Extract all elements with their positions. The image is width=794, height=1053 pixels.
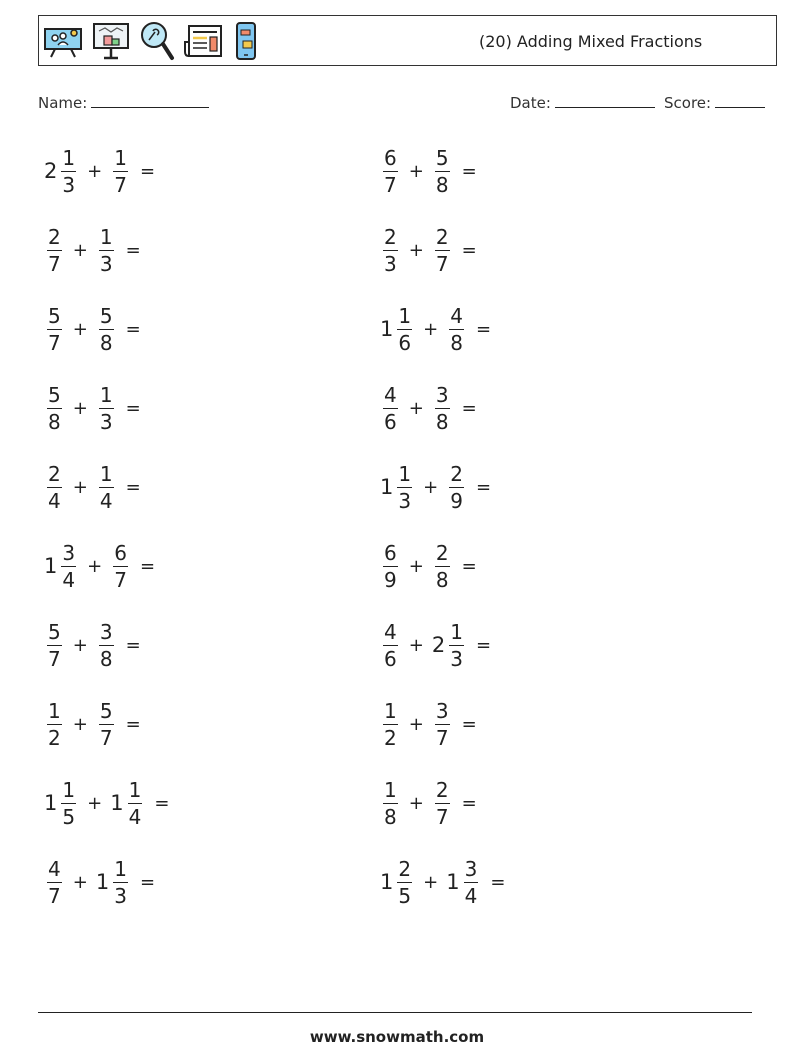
fraction-bar xyxy=(128,803,143,804)
fraction xyxy=(113,858,128,907)
mixed-number xyxy=(44,147,79,196)
fraction-bar xyxy=(397,487,412,488)
fraction xyxy=(383,147,398,196)
mixed-number xyxy=(380,621,401,670)
denominator: 6 xyxy=(398,330,412,355)
fraction-bar xyxy=(61,803,76,804)
mixed-number xyxy=(96,226,117,275)
numerator: 6 xyxy=(384,540,397,565)
fraction-bar xyxy=(435,408,450,409)
plus-sign: + xyxy=(87,160,103,182)
denominator: 8 xyxy=(450,330,463,355)
numerator: 1 xyxy=(398,303,412,328)
magnifier-icon xyxy=(139,20,175,62)
easel-chart-icon xyxy=(91,21,131,61)
whole-part: 1 xyxy=(44,554,58,578)
mixed-number xyxy=(432,384,453,433)
numerator: 5 xyxy=(48,382,61,407)
equals-sign: = xyxy=(125,318,141,340)
whole-part: 2 xyxy=(44,159,58,183)
mixed-number xyxy=(380,858,415,907)
denominator: 8 xyxy=(99,646,113,671)
numerator: 3 xyxy=(435,698,449,723)
plus-sign: + xyxy=(408,713,424,735)
numerator: 5 xyxy=(99,303,113,328)
denominator: 4 xyxy=(128,804,142,829)
equals-sign: = xyxy=(125,397,141,419)
mixed-number xyxy=(380,305,415,354)
numerator: 2 xyxy=(48,461,61,486)
mixed-number xyxy=(96,700,117,749)
mixed-number xyxy=(380,700,401,749)
mixed-number xyxy=(432,147,453,196)
mixed-number xyxy=(380,779,401,828)
fraction xyxy=(47,384,62,433)
mixed-number xyxy=(432,700,453,749)
header-icons xyxy=(43,19,259,63)
mixed-number xyxy=(110,542,131,591)
equals-sign: = xyxy=(125,634,141,656)
numerator: 2 xyxy=(398,856,412,881)
plus-sign: + xyxy=(423,476,439,498)
footer-divider xyxy=(38,1012,752,1013)
equals-sign: = xyxy=(461,555,477,577)
numerator: 1 xyxy=(114,856,127,881)
denominator: 3 xyxy=(99,409,113,434)
date-blank[interactable] xyxy=(555,93,655,108)
fraction xyxy=(61,542,76,591)
equals-sign: = xyxy=(490,871,506,893)
numerator: 1 xyxy=(384,698,397,723)
fraction-bar xyxy=(435,803,450,804)
problem-item xyxy=(380,615,491,675)
equals-sign: = xyxy=(475,318,492,340)
numerator: 1 xyxy=(128,777,142,802)
fraction xyxy=(61,147,76,196)
mixed-number xyxy=(44,226,65,275)
fraction-bar xyxy=(113,171,128,172)
plus-sign: + xyxy=(72,476,88,498)
whole-part: 1 xyxy=(380,870,394,894)
denominator: 7 xyxy=(114,567,127,592)
worksheet-title: (20) Adding Mixed Fractions xyxy=(479,32,703,51)
problem-item xyxy=(380,457,491,517)
plus-sign: + xyxy=(408,160,424,182)
fraction-bar xyxy=(99,487,114,488)
mixed-number xyxy=(380,147,401,196)
fraction-bar xyxy=(383,645,398,646)
equals-sign: = xyxy=(461,713,477,735)
numerator: 4 xyxy=(384,382,397,407)
fraction xyxy=(383,384,398,433)
equals-sign: = xyxy=(461,792,477,814)
mixed-number xyxy=(44,305,65,354)
denominator: 7 xyxy=(99,725,113,750)
numerator: 1 xyxy=(62,145,76,170)
denominator: 8 xyxy=(435,567,449,592)
fraction-bar xyxy=(383,566,398,567)
fraction xyxy=(383,700,398,749)
fraction-bar xyxy=(435,724,450,725)
plus-sign: + xyxy=(72,713,88,735)
fraction xyxy=(383,621,398,670)
mixed-number xyxy=(44,384,65,433)
fraction-bar xyxy=(113,566,128,567)
fraction-bar xyxy=(449,645,464,646)
denominator: 8 xyxy=(435,409,449,434)
plus-sign: + xyxy=(72,318,88,340)
mixed-number xyxy=(432,542,453,591)
mixed-number xyxy=(96,463,117,512)
plus-sign: + xyxy=(408,397,424,419)
numerator: 6 xyxy=(384,145,397,170)
numerator: 2 xyxy=(435,777,449,802)
denominator: 3 xyxy=(62,172,76,197)
problem-item xyxy=(44,457,141,517)
fraction xyxy=(435,147,450,196)
denominator: 9 xyxy=(450,488,463,513)
numerator: 1 xyxy=(398,461,412,486)
mixed-number xyxy=(96,858,131,907)
denominator: 7 xyxy=(435,804,449,829)
fraction xyxy=(397,463,412,512)
mixed-number xyxy=(44,621,65,670)
equals-sign: = xyxy=(139,555,156,577)
problem-item xyxy=(44,141,155,201)
denominator: 7 xyxy=(48,883,61,908)
fraction-bar xyxy=(99,724,114,725)
equals-sign: = xyxy=(154,792,170,814)
plus-sign: + xyxy=(408,239,424,261)
mixed-number xyxy=(380,542,401,591)
fraction xyxy=(449,621,464,670)
fraction xyxy=(47,226,62,275)
fraction xyxy=(113,542,128,591)
fraction-bar xyxy=(113,882,128,883)
fraction-bar xyxy=(61,566,76,567)
fraction-bar xyxy=(383,250,398,251)
fraction xyxy=(464,858,479,907)
mixed-number xyxy=(380,463,415,512)
denominator: 5 xyxy=(398,883,412,908)
mixed-number xyxy=(446,463,467,512)
footer-url: www.snowmath.com xyxy=(309,1028,485,1046)
denominator: 8 xyxy=(435,172,449,197)
whole-part: 1 xyxy=(110,791,124,815)
fraction-bar xyxy=(435,566,450,567)
worksheet-header xyxy=(38,15,777,66)
problem-item xyxy=(44,299,141,359)
denominator: 7 xyxy=(48,330,61,355)
numerator: 6 xyxy=(114,540,127,565)
fraction-bar xyxy=(47,645,62,646)
numerator: 1 xyxy=(99,382,113,407)
name-label: Name: xyxy=(38,94,88,112)
whole-part: 1 xyxy=(95,870,110,894)
denominator: 7 xyxy=(48,646,61,671)
denominator: 3 xyxy=(450,646,463,671)
mixed-number xyxy=(44,700,65,749)
fraction xyxy=(99,463,114,512)
fraction xyxy=(435,226,450,275)
numerator: 4 xyxy=(384,619,397,644)
fraction xyxy=(435,779,450,828)
fraction xyxy=(383,542,398,591)
problem-item xyxy=(380,852,505,912)
problem-item xyxy=(380,536,477,596)
denominator: 8 xyxy=(384,804,397,829)
mixed-number xyxy=(44,779,79,828)
numerator: 1 xyxy=(48,698,61,723)
denominator: 7 xyxy=(48,251,61,276)
mixed-number xyxy=(44,463,65,512)
equals-sign: = xyxy=(461,160,477,182)
denominator: 7 xyxy=(435,251,449,276)
plus-sign: + xyxy=(408,634,424,656)
denominator: 5 xyxy=(62,804,76,829)
fraction-bar xyxy=(397,882,412,883)
numerator: 2 xyxy=(48,224,61,249)
fraction xyxy=(397,858,412,907)
mobile-phone-icon xyxy=(233,21,259,61)
problem-item xyxy=(44,378,141,438)
fraction xyxy=(47,621,62,670)
date-label: Date: xyxy=(510,94,551,112)
date-field[interactable] xyxy=(510,93,655,112)
denominator: 2 xyxy=(48,725,61,750)
plus-sign: + xyxy=(408,792,424,814)
numerator: 5 xyxy=(48,303,61,328)
denominator: 3 xyxy=(398,488,412,513)
whole-part: 2 xyxy=(431,633,446,657)
fraction-bar xyxy=(47,329,62,330)
mixed-number xyxy=(96,384,117,433)
newspaper-icon xyxy=(183,22,225,60)
mixed-number xyxy=(432,226,453,275)
fraction-bar xyxy=(47,408,62,409)
denominator: 6 xyxy=(384,409,397,434)
fraction xyxy=(99,384,114,433)
mixed-number xyxy=(380,384,401,433)
fraction-bar xyxy=(383,408,398,409)
fraction-bar xyxy=(99,250,114,251)
problem-item xyxy=(380,220,477,280)
plus-sign: + xyxy=(72,634,88,656)
denominator: 4 xyxy=(62,567,76,592)
mixed-number xyxy=(44,542,79,591)
fraction-bar xyxy=(61,171,76,172)
equals-sign: = xyxy=(475,476,492,498)
numerator: 3 xyxy=(99,619,113,644)
fraction-bar xyxy=(99,645,114,646)
mixed-number xyxy=(96,305,117,354)
problem-item xyxy=(380,299,491,359)
mixed-number xyxy=(446,305,467,354)
fraction xyxy=(435,384,450,433)
problem-item xyxy=(380,773,477,833)
problem-item xyxy=(44,220,141,280)
numerator: 1 xyxy=(114,145,127,170)
fraction xyxy=(435,542,450,591)
fraction xyxy=(99,226,114,275)
numerator: 5 xyxy=(99,698,113,723)
mixed-number xyxy=(432,621,467,670)
plus-sign: + xyxy=(423,871,439,893)
mixed-number xyxy=(380,226,401,275)
equals-sign: = xyxy=(461,397,477,419)
fraction-bar xyxy=(464,882,479,883)
score-field[interactable] xyxy=(664,93,765,112)
name-field[interactable] xyxy=(38,93,209,112)
fraction-bar xyxy=(435,250,450,251)
numerator: 3 xyxy=(435,382,449,407)
fraction xyxy=(113,147,128,196)
equals-sign: = xyxy=(461,239,477,261)
problem-item xyxy=(44,694,141,754)
denominator: 3 xyxy=(99,251,113,276)
fraction-bar xyxy=(47,487,62,488)
numerator: 3 xyxy=(62,540,76,565)
plus-sign: + xyxy=(423,318,439,340)
mixed-number xyxy=(110,147,131,196)
fraction-bar xyxy=(99,329,114,330)
equals-sign: = xyxy=(125,239,141,261)
denominator: 7 xyxy=(114,172,127,197)
plus-sign: + xyxy=(87,555,103,577)
denominator: 4 xyxy=(99,488,113,513)
fraction xyxy=(47,305,62,354)
fraction xyxy=(61,779,76,828)
fraction xyxy=(99,700,114,749)
fraction-bar xyxy=(435,171,450,172)
problem-item xyxy=(380,141,477,201)
fraction xyxy=(47,858,62,907)
whole-part: 1 xyxy=(44,791,58,815)
numerator: 3 xyxy=(464,856,478,881)
fraction-bar xyxy=(47,724,62,725)
denominator: 4 xyxy=(464,883,478,908)
denominator: 6 xyxy=(384,646,397,671)
problem-item xyxy=(44,773,169,833)
numerator: 4 xyxy=(48,856,61,881)
fraction xyxy=(99,621,114,670)
fraction-bar xyxy=(383,803,398,804)
fraction xyxy=(128,779,143,828)
numerator: 1 xyxy=(450,619,463,644)
equals-sign: = xyxy=(139,871,156,893)
score-label: Score: xyxy=(664,94,712,112)
numerator: 5 xyxy=(435,145,449,170)
fraction-bar xyxy=(383,171,398,172)
equals-sign: = xyxy=(125,476,141,498)
fraction-bar xyxy=(449,329,464,330)
fraction-bar xyxy=(397,329,412,330)
problem-item xyxy=(380,694,477,754)
problem-item xyxy=(44,536,155,596)
plus-sign: + xyxy=(408,555,424,577)
fraction-bar xyxy=(99,408,114,409)
equals-sign: = xyxy=(475,634,492,656)
mixed-number xyxy=(110,779,145,828)
equals-sign: = xyxy=(139,160,156,182)
denominator: 8 xyxy=(48,409,61,434)
denominator: 7 xyxy=(435,725,449,750)
fraction xyxy=(449,463,464,512)
numerator: 2 xyxy=(435,540,449,565)
fraction xyxy=(47,463,62,512)
fraction xyxy=(99,305,114,354)
fraction-bar xyxy=(47,882,62,883)
mixed-number xyxy=(44,858,65,907)
numerator: 5 xyxy=(48,619,61,644)
mixed-number xyxy=(96,621,117,670)
whole-part: 1 xyxy=(380,475,394,499)
numerator: 2 xyxy=(435,224,449,249)
denominator: 8 xyxy=(99,330,113,355)
equals-sign: = xyxy=(125,713,141,735)
plus-sign: + xyxy=(72,239,88,261)
fraction xyxy=(397,305,412,354)
denominator: 9 xyxy=(384,567,397,592)
plus-sign: + xyxy=(87,792,103,814)
numerator: 2 xyxy=(450,461,463,486)
fraction-bar xyxy=(383,724,398,725)
fraction-bar xyxy=(449,487,464,488)
numerator: 1 xyxy=(384,777,397,802)
problem-item xyxy=(44,852,155,912)
plus-sign: + xyxy=(72,871,88,893)
denominator: 3 xyxy=(114,883,127,908)
numerator: 1 xyxy=(99,461,113,486)
name-blank[interactable] xyxy=(91,93,209,108)
fraction xyxy=(383,226,398,275)
fraction xyxy=(449,305,464,354)
denominator: 4 xyxy=(48,488,61,513)
whole-part: 1 xyxy=(380,317,394,341)
numerator: 1 xyxy=(99,224,113,249)
problem-item xyxy=(44,615,141,675)
presentation-board-icon xyxy=(43,23,83,59)
fraction xyxy=(435,700,450,749)
whole-part: 1 xyxy=(446,870,460,894)
mixed-number xyxy=(432,779,453,828)
denominator: 3 xyxy=(384,251,397,276)
numerator: 1 xyxy=(62,777,76,802)
score-blank[interactable] xyxy=(715,93,765,108)
numerator: 4 xyxy=(450,303,463,328)
denominator: 7 xyxy=(384,172,397,197)
fraction xyxy=(47,700,62,749)
problem-item xyxy=(380,378,477,438)
denominator: 2 xyxy=(384,725,397,750)
fraction xyxy=(383,779,398,828)
numerator: 2 xyxy=(384,224,397,249)
mixed-number xyxy=(446,858,481,907)
plus-sign: + xyxy=(72,397,88,419)
fraction-bar xyxy=(47,250,62,251)
